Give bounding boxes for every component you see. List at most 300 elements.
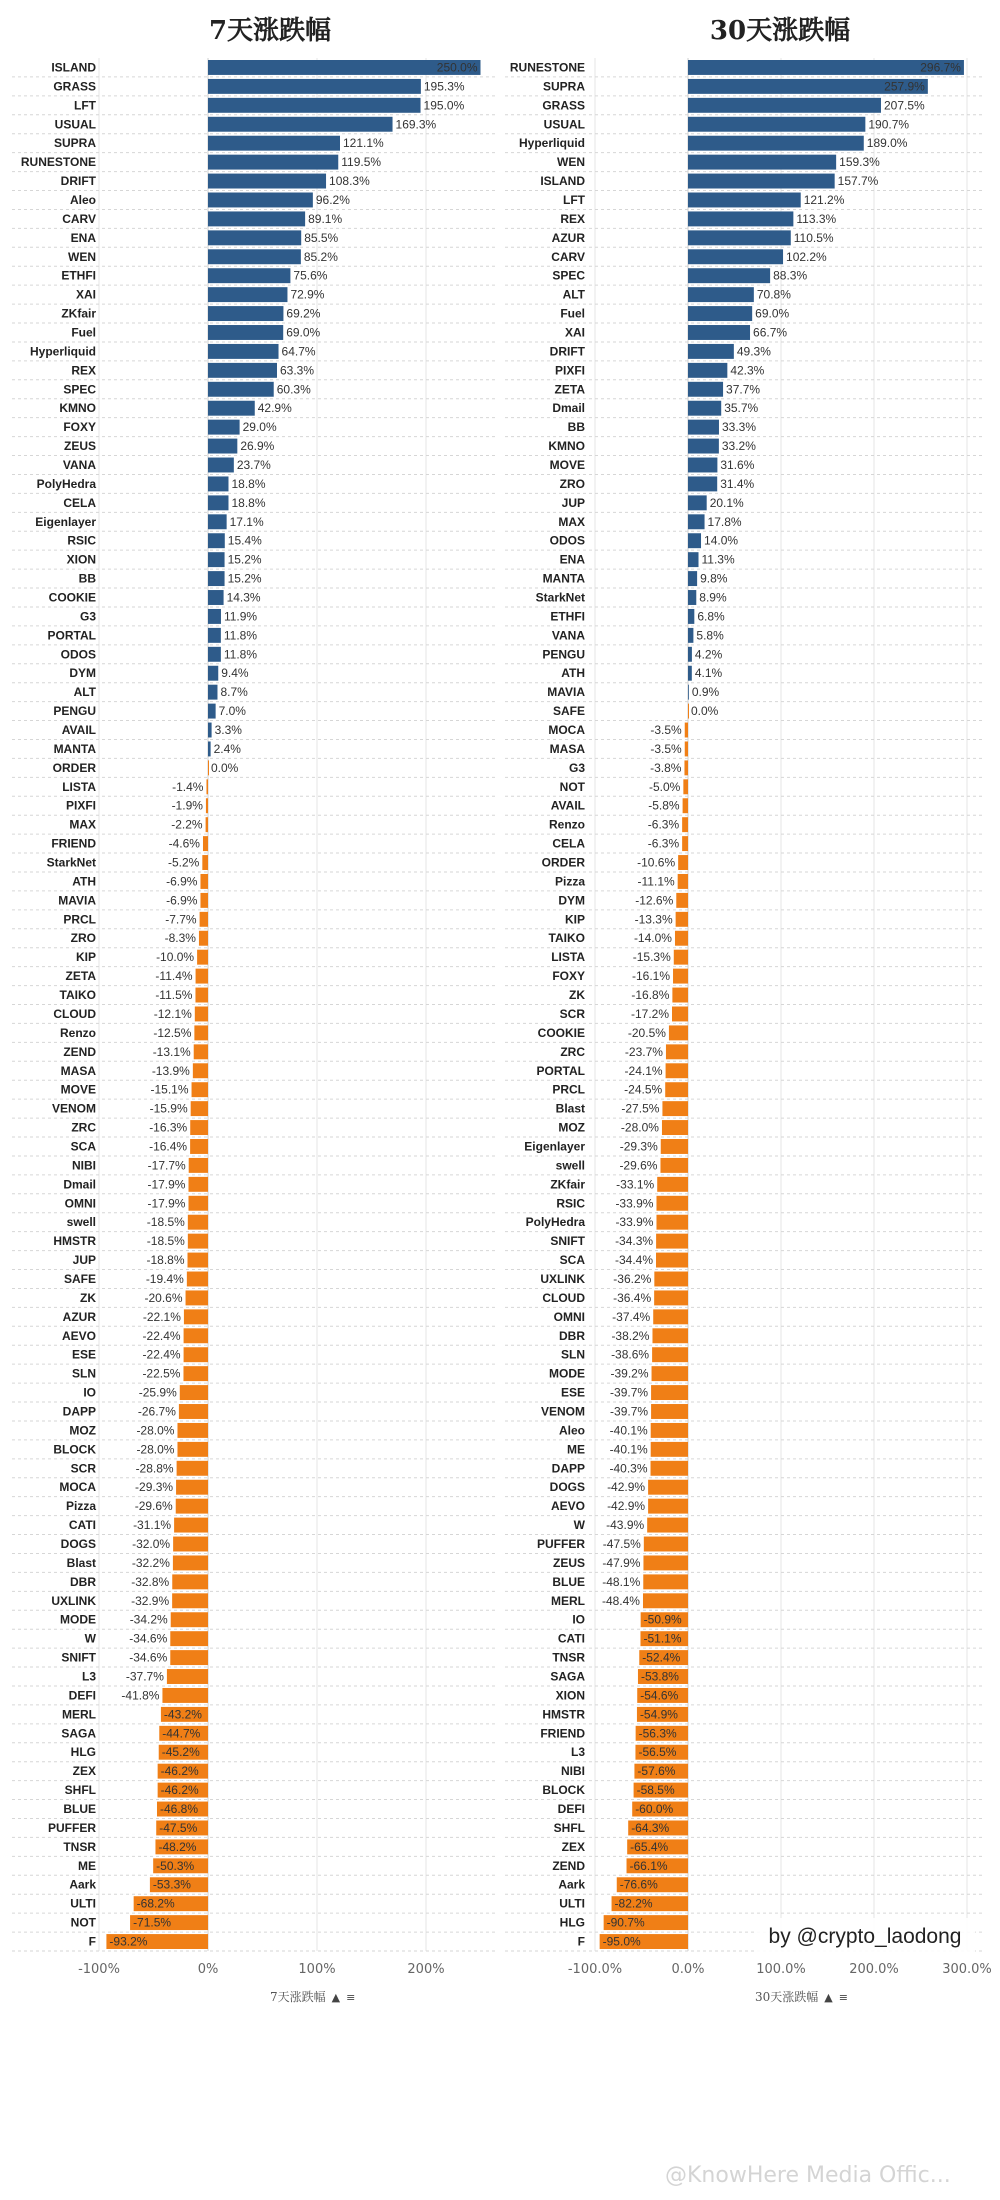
- bar[interactable]: [666, 1063, 688, 1078]
- bar[interactable]: [206, 779, 208, 794]
- category-label: SPEC: [63, 382, 96, 397]
- bar[interactable]: [656, 1253, 688, 1268]
- bar[interactable]: [688, 155, 836, 170]
- value-label: 4.1%: [694, 666, 723, 681]
- bar[interactable]: [688, 136, 864, 151]
- bar[interactable]: [187, 1272, 208, 1287]
- value-label: -1.9%: [171, 798, 203, 813]
- bar[interactable]: [195, 988, 208, 1003]
- bar[interactable]: [183, 1366, 208, 1381]
- category-label: RSIC: [556, 1196, 585, 1211]
- value-label: -34.3%: [615, 1234, 654, 1249]
- bar[interactable]: [688, 685, 689, 700]
- bar[interactable]: [688, 476, 717, 491]
- bar[interactable]: [200, 874, 208, 889]
- chart-30d: [505, 58, 992, 1977]
- category-label: MERL: [62, 1707, 96, 1722]
- axis-title-30d-text: 30天涨跌幅: [755, 1990, 819, 2004]
- bar[interactable]: [688, 590, 696, 605]
- category-label: Eigenlayer: [35, 514, 96, 529]
- value-label: 108.3%: [329, 174, 370, 189]
- category-label: SLN: [561, 1347, 585, 1362]
- value-label: -15.1%: [150, 1082, 189, 1097]
- value-label: -16.1%: [631, 969, 671, 984]
- bar[interactable]: [208, 155, 338, 170]
- category-label: MOVE: [549, 457, 585, 472]
- category-label: W: [573, 1518, 585, 1533]
- bar[interactable]: [648, 1480, 688, 1495]
- category-label: Renzo: [60, 1025, 96, 1040]
- bar[interactable]: [678, 855, 688, 870]
- bar[interactable]: [208, 704, 216, 719]
- category-label: DEFI: [557, 1802, 585, 1817]
- category-label: Aleo: [69, 192, 96, 207]
- bar[interactable]: [194, 1044, 208, 1059]
- bar[interactable]: [651, 1385, 688, 1400]
- value-label: -51.1%: [643, 1631, 682, 1646]
- bar[interactable]: [688, 193, 801, 208]
- bar[interactable]: [202, 855, 208, 870]
- pin-icon[interactable]: ▲: [331, 1991, 341, 2004]
- bar[interactable]: [208, 306, 283, 321]
- category-label: RSIC: [67, 533, 96, 548]
- bar[interactable]: [657, 1177, 688, 1192]
- value-label: -5.2%: [167, 855, 200, 870]
- value-label: -50.9%: [643, 1612, 682, 1627]
- value-label: -52.4%: [642, 1650, 681, 1665]
- bar[interactable]: [208, 382, 274, 397]
- category-label: SNIFT: [61, 1650, 96, 1665]
- bar[interactable]: [208, 439, 237, 454]
- bar[interactable]: [647, 1518, 688, 1533]
- bar[interactable]: [162, 1688, 208, 1703]
- value-label: -34.2%: [129, 1612, 168, 1627]
- category-label: ETHFI: [550, 609, 585, 624]
- category-label: Hyperliquid: [518, 136, 585, 151]
- category-label: Eigenlayer: [524, 1139, 585, 1154]
- category-label: USUAL: [54, 117, 96, 132]
- bar[interactable]: [197, 950, 208, 965]
- value-label: -53.3%: [152, 1877, 191, 1892]
- value-label: 23.7%: [236, 457, 271, 472]
- category-label: KMNO: [59, 401, 96, 416]
- bar[interactable]: [194, 1025, 208, 1040]
- bar[interactable]: [184, 1347, 208, 1362]
- bar[interactable]: [186, 1290, 208, 1305]
- bar[interactable]: [208, 723, 212, 738]
- category-label: SAFE: [63, 1271, 96, 1286]
- category-label: JUP: [561, 495, 585, 510]
- bar[interactable]: [656, 1215, 688, 1230]
- value-label: 26.9%: [240, 439, 275, 454]
- bar[interactable]: [208, 571, 225, 586]
- bar[interactable]: [172, 1574, 208, 1589]
- value-label: -48.2%: [158, 1839, 197, 1854]
- value-label: -60.0%: [635, 1802, 674, 1817]
- bar[interactable]: [208, 609, 221, 624]
- value-label: -68.2%: [136, 1896, 175, 1911]
- category-label: G3: [79, 609, 96, 624]
- bar[interactable]: [660, 1158, 688, 1173]
- value-label: 60.3%: [276, 382, 311, 397]
- bar[interactable]: [651, 1442, 688, 1457]
- value-label: -32.8%: [131, 1574, 170, 1589]
- value-label: -34.6%: [129, 1631, 168, 1646]
- bar[interactable]: [192, 1082, 208, 1097]
- bar[interactable]: [688, 344, 734, 359]
- bar[interactable]: [653, 1309, 688, 1324]
- bar[interactable]: [652, 1366, 688, 1381]
- bar[interactable]: [688, 174, 835, 189]
- sort-icon[interactable]: ≡: [838, 1991, 848, 2004]
- bar[interactable]: [688, 287, 754, 302]
- bar[interactable]: [195, 1007, 208, 1022]
- bar[interactable]: [188, 1196, 208, 1211]
- bar[interactable]: [688, 609, 694, 624]
- category-label: JUP: [72, 1253, 96, 1268]
- bar[interactable]: [688, 363, 727, 378]
- category-label: FRIEND: [51, 836, 96, 851]
- category-label: ZK: [80, 1290, 96, 1305]
- bar[interactable]: [188, 1177, 208, 1192]
- category-label: LISTA: [551, 950, 585, 965]
- value-label: -13.3%: [634, 912, 673, 927]
- bar[interactable]: [676, 893, 688, 908]
- value-label: -22.4%: [142, 1347, 181, 1362]
- value-label: 9.4%: [221, 666, 249, 681]
- bar[interactable]: [654, 1290, 688, 1305]
- bar[interactable]: [208, 533, 225, 548]
- category-label: PENGU: [53, 704, 96, 719]
- bar[interactable]: [688, 230, 791, 245]
- bar[interactable]: [208, 249, 301, 264]
- value-label: -56.3%: [638, 1726, 677, 1741]
- bar[interactable]: [688, 458, 717, 473]
- category-label: MAX: [69, 817, 96, 832]
- bar[interactable]: [688, 420, 719, 435]
- bar[interactable]: [208, 211, 305, 226]
- value-label: 66.7%: [753, 325, 788, 340]
- bar[interactable]: [652, 1328, 688, 1343]
- category-label: ULTI: [70, 1896, 96, 1911]
- bar[interactable]: [203, 836, 208, 851]
- value-label: 3.3%: [214, 723, 242, 738]
- bar[interactable]: [688, 268, 770, 283]
- bar[interactable]: [665, 1082, 688, 1097]
- bar[interactable]: [688, 533, 701, 548]
- value-label: -45.2%: [161, 1745, 200, 1760]
- bar[interactable]: [179, 1404, 208, 1419]
- bar[interactable]: [662, 1120, 688, 1135]
- category-label: ORDER: [52, 760, 96, 775]
- bar[interactable]: [206, 817, 208, 832]
- category-label: DBR: [559, 1328, 585, 1343]
- value-label: -18.8%: [146, 1253, 185, 1268]
- bar[interactable]: [188, 1215, 208, 1230]
- bar[interactable]: [208, 666, 218, 681]
- value-label: -29.6%: [134, 1499, 173, 1514]
- bar[interactable]: [208, 98, 421, 113]
- bar[interactable]: [688, 628, 693, 643]
- category-label: HMSTR: [53, 1234, 96, 1249]
- value-label: -18.5%: [146, 1234, 185, 1249]
- bar[interactable]: [672, 988, 688, 1003]
- category-label: BLOCK: [53, 1442, 96, 1457]
- bar[interactable]: [669, 1025, 688, 1040]
- bar[interactable]: [651, 1423, 688, 1438]
- bar[interactable]: [171, 1612, 208, 1627]
- category-label: PENGU: [542, 647, 585, 662]
- bar[interactable]: [208, 685, 217, 700]
- category-label: XAI: [75, 287, 96, 302]
- category-label: Aleo: [558, 1423, 585, 1438]
- bar[interactable]: [688, 325, 750, 340]
- bar[interactable]: [683, 779, 688, 794]
- bar[interactable]: [191, 1101, 208, 1116]
- bar[interactable]: [654, 1272, 688, 1287]
- bar[interactable]: [208, 760, 209, 775]
- category-label: RUNESTONE: [509, 60, 585, 75]
- bar[interactable]: [208, 325, 283, 340]
- axis-title-30d[interactable]: [755, 1988, 848, 2005]
- value-label: -13.9%: [151, 1063, 190, 1078]
- bar[interactable]: [208, 590, 224, 605]
- bar[interactable]: [688, 647, 692, 662]
- bar[interactable]: [184, 1309, 208, 1324]
- bar[interactable]: [199, 931, 208, 946]
- category-label: HMSTR: [542, 1707, 585, 1722]
- value-label: -39.7%: [610, 1385, 649, 1400]
- bar[interactable]: [683, 798, 688, 813]
- bar[interactable]: [674, 950, 688, 965]
- value-label: -4.6%: [168, 836, 200, 851]
- bar[interactable]: [656, 1196, 688, 1211]
- bar[interactable]: [661, 1139, 688, 1154]
- bar[interactable]: [208, 287, 287, 302]
- bar[interactable]: [688, 571, 697, 586]
- bar[interactable]: [177, 1423, 208, 1438]
- value-label: -90.7%: [606, 1915, 645, 1930]
- category-label: ODOS: [549, 533, 585, 548]
- value-label: -3.8%: [650, 760, 682, 775]
- bar[interactable]: [643, 1574, 688, 1589]
- category-label: DYM: [69, 666, 96, 681]
- bar[interactable]: [188, 1253, 208, 1268]
- chart-title-30d: 30天涨跌幅: [709, 16, 851, 46]
- bar[interactable]: [170, 1650, 208, 1665]
- value-label: 29.0%: [242, 420, 277, 435]
- bar[interactable]: [688, 117, 865, 132]
- bar[interactable]: [188, 1234, 208, 1249]
- bar[interactable]: [208, 344, 279, 359]
- bar[interactable]: [173, 1555, 208, 1570]
- bar[interactable]: [688, 514, 705, 529]
- bar[interactable]: [208, 79, 421, 94]
- category-label: ME: [78, 1858, 96, 1873]
- bar[interactable]: [688, 249, 783, 264]
- bar[interactable]: [208, 514, 227, 529]
- category-label: KIP: [564, 912, 585, 927]
- category-label: SCR: [559, 1006, 585, 1021]
- bar[interactable]: [208, 741, 211, 756]
- bar[interactable]: [208, 363, 277, 378]
- bar[interactable]: [167, 1669, 208, 1684]
- bar[interactable]: [208, 401, 255, 416]
- bar[interactable]: [682, 817, 688, 832]
- category-label: MAX: [558, 514, 585, 529]
- value-label: -14.0%: [633, 931, 672, 946]
- bar[interactable]: [688, 98, 881, 113]
- axis-title-7d[interactable]: [270, 1988, 355, 2005]
- value-label: -1.4%: [172, 779, 204, 794]
- category-label: IO: [572, 1612, 585, 1627]
- bar[interactable]: [651, 1461, 688, 1476]
- category-label: PUFFER: [537, 1537, 585, 1552]
- bar[interactable]: [685, 723, 688, 738]
- bar[interactable]: [172, 1593, 208, 1608]
- category-label: ZRO: [559, 476, 585, 491]
- bar[interactable]: [173, 1537, 208, 1552]
- bar[interactable]: [177, 1461, 208, 1476]
- bar[interactable]: [208, 193, 313, 208]
- value-label: -65.4%: [630, 1839, 669, 1854]
- category-label: DYM: [558, 893, 585, 908]
- bar[interactable]: [676, 912, 688, 927]
- value-label: -38.6%: [611, 1347, 650, 1362]
- category-label: BB: [78, 571, 96, 586]
- bar[interactable]: [208, 268, 290, 283]
- bar[interactable]: [208, 136, 340, 151]
- value-label: 37.7%: [726, 382, 761, 397]
- value-label: 2.4%: [213, 741, 241, 756]
- value-label: -95.0%: [602, 1934, 641, 1949]
- bar[interactable]: [651, 1404, 688, 1419]
- bar[interactable]: [675, 931, 688, 946]
- value-label: 14.3%: [226, 590, 261, 605]
- category-label: ZEND: [63, 1044, 96, 1059]
- pin-icon[interactable]: ▲: [824, 1991, 833, 2004]
- bar[interactable]: [688, 495, 707, 510]
- value-label: -22.1%: [142, 1309, 181, 1324]
- bar[interactable]: [189, 1158, 208, 1173]
- category-label: CELA: [552, 836, 585, 851]
- bar[interactable]: [688, 439, 719, 454]
- bar[interactable]: [196, 969, 208, 984]
- value-label: -37.4%: [612, 1309, 651, 1324]
- value-label: 64.7%: [281, 344, 316, 359]
- category-label: SLN: [72, 1366, 96, 1381]
- value-label: 113.3%: [796, 211, 837, 226]
- bar[interactable]: [206, 798, 208, 813]
- bar[interactable]: [644, 1537, 688, 1552]
- bar[interactable]: [184, 1328, 208, 1343]
- category-label: ME: [567, 1442, 585, 1457]
- category-label: SNIFT: [550, 1234, 585, 1249]
- bar[interactable]: [688, 382, 723, 397]
- value-label: -34.6%: [129, 1650, 168, 1665]
- bar[interactable]: [176, 1499, 208, 1514]
- bar[interactable]: [176, 1480, 208, 1495]
- bar[interactable]: [190, 1120, 208, 1135]
- bar[interactable]: [688, 704, 689, 719]
- bar[interactable]: [208, 420, 240, 435]
- bar[interactable]: [174, 1518, 208, 1533]
- category-label: swell: [555, 1158, 585, 1173]
- bar[interactable]: [678, 874, 688, 889]
- bar[interactable]: [177, 1442, 208, 1457]
- bar[interactable]: [200, 912, 208, 927]
- category-label: ZKfair: [61, 306, 96, 321]
- bar[interactable]: [643, 1555, 688, 1570]
- value-label: -38.2%: [611, 1328, 650, 1343]
- bar[interactable]: [208, 458, 234, 473]
- bar[interactable]: [656, 1234, 688, 1249]
- bar[interactable]: [682, 836, 688, 851]
- value-label: -47.5%: [159, 1820, 198, 1835]
- category-label: MOZ: [558, 1120, 585, 1135]
- bar[interactable]: [208, 552, 225, 567]
- bar[interactable]: [672, 1007, 688, 1022]
- bar[interactable]: [208, 476, 228, 491]
- bar[interactable]: [688, 211, 793, 226]
- bar[interactable]: [208, 117, 393, 132]
- value-label: -57.6%: [637, 1764, 676, 1779]
- category-label: SAGA: [550, 1669, 585, 1684]
- category-label: GRASS: [542, 98, 585, 113]
- value-label: -28.0%: [620, 1120, 659, 1135]
- value-label: 195.3%: [423, 79, 465, 94]
- sort-icon[interactable]: ≡: [346, 1991, 356, 2004]
- bar[interactable]: [662, 1101, 688, 1116]
- value-label: -6.3%: [647, 817, 680, 832]
- value-label: -12.5%: [153, 1025, 192, 1040]
- category-label: DAPP: [551, 1461, 585, 1476]
- category-label: WEN: [557, 155, 585, 170]
- value-label: 31.6%: [720, 457, 755, 472]
- bar[interactable]: [208, 495, 228, 510]
- bar[interactable]: [190, 1139, 208, 1154]
- category-label: Hyperliquid: [29, 344, 96, 359]
- bar[interactable]: [688, 401, 721, 416]
- value-label: 85.2%: [303, 249, 338, 264]
- bar[interactable]: [688, 666, 692, 681]
- bar[interactable]: [208, 174, 326, 189]
- category-label: ZRC: [71, 1120, 96, 1135]
- bar[interactable]: [208, 628, 221, 643]
- category-label: MOCA: [59, 1480, 96, 1495]
- bar[interactable]: [643, 1593, 688, 1608]
- bar[interactable]: [208, 230, 301, 245]
- bar[interactable]: [208, 647, 221, 662]
- bar[interactable]: [200, 893, 208, 908]
- category-label: VANA: [62, 457, 96, 472]
- bar[interactable]: [652, 1347, 688, 1362]
- value-label: -26.7%: [137, 1404, 176, 1419]
- bar[interactable]: [193, 1063, 208, 1078]
- bar[interactable]: [688, 306, 752, 321]
- bar[interactable]: [666, 1044, 688, 1059]
- bar[interactable]: [673, 969, 688, 984]
- value-label: -17.2%: [630, 1006, 670, 1021]
- category-label: CLOUD: [542, 1290, 585, 1305]
- bar[interactable]: [170, 1631, 208, 1646]
- bar[interactable]: [685, 741, 688, 756]
- bar[interactable]: [688, 552, 699, 567]
- bar[interactable]: [684, 760, 688, 775]
- bar[interactable]: [648, 1499, 688, 1514]
- bar[interactable]: [180, 1385, 208, 1400]
- value-label: -27.5%: [621, 1101, 660, 1116]
